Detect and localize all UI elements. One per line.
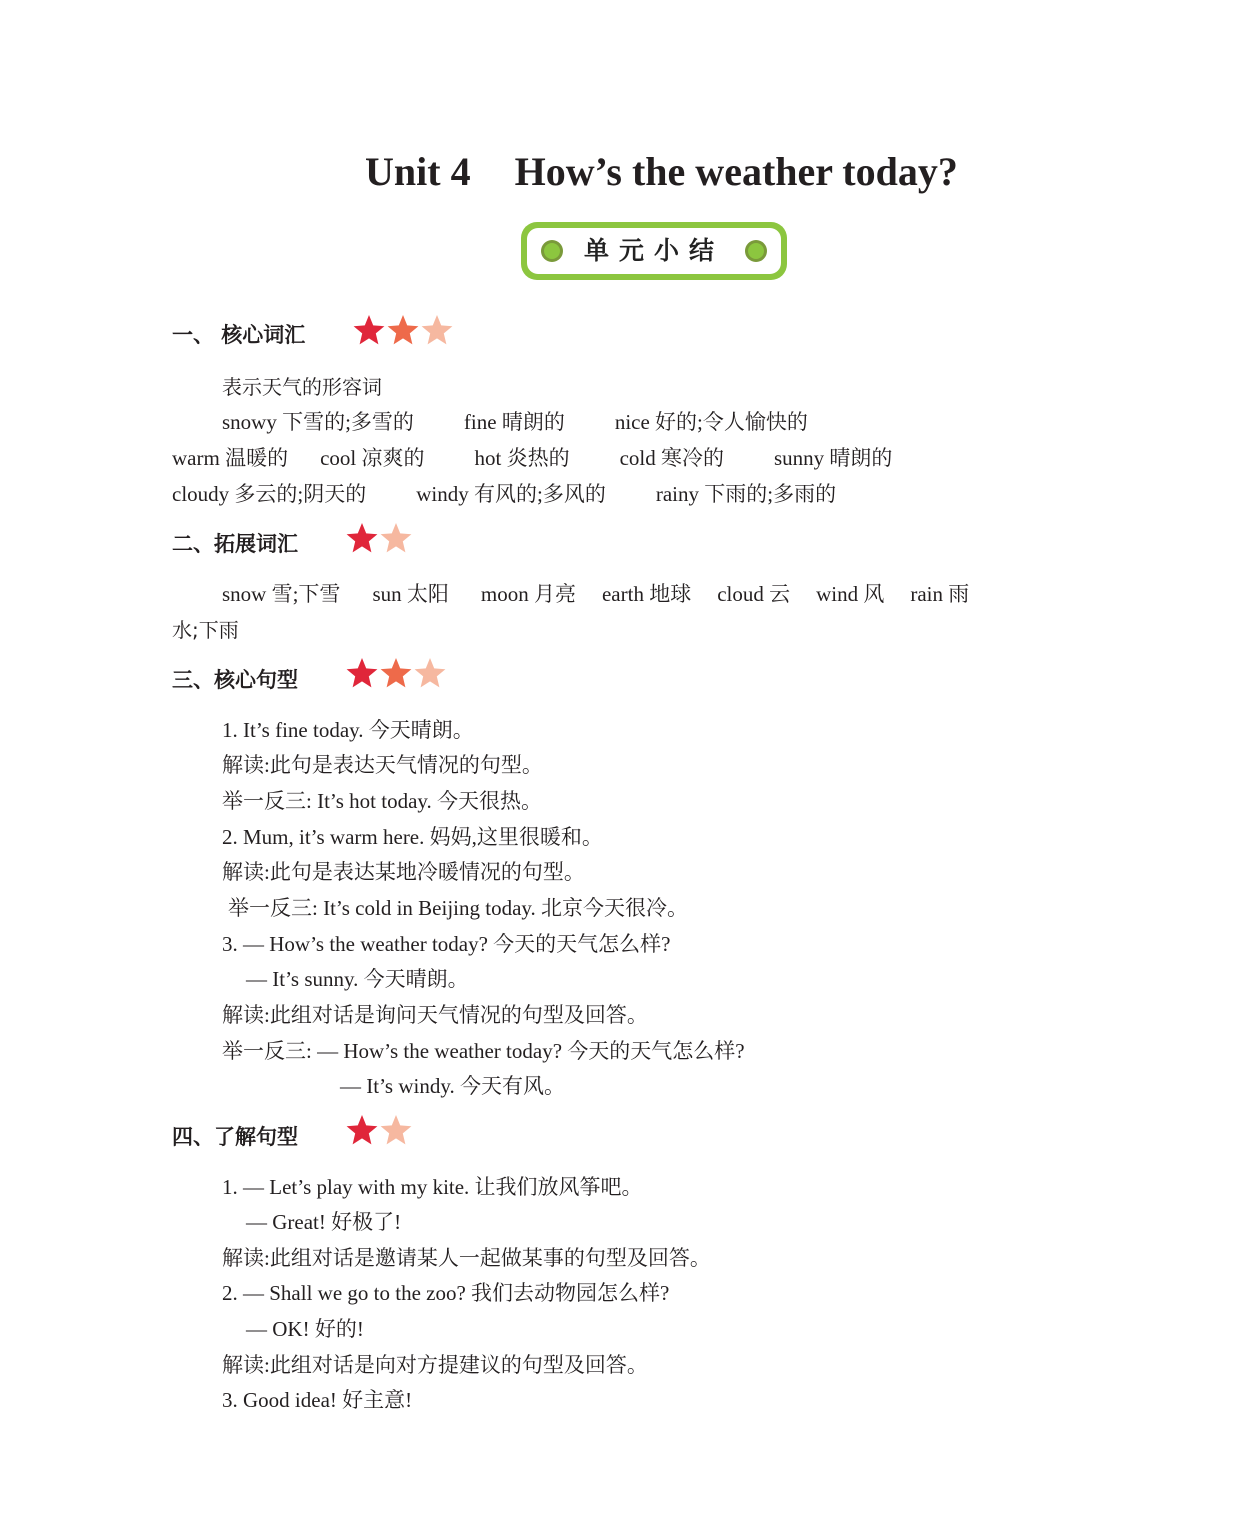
unit-summary-badge [518,218,790,284]
section-heading-core-vocab [172,319,305,349]
sentence-line: 3. Good idea! 好主意! [222,1388,413,1412]
sentence-line: — OK! 好的! [246,1317,364,1341]
badge-label: 单元小结 [583,236,724,265]
sentence-line: 解读:此句是表达某地冷暖情况的句型。 [222,860,585,884]
extended-row-1 [222,578,969,608]
sentence-line: 举一反三: It’s cold in Beijing today. 北京今天很冷。 [228,896,689,920]
vocab-item: warm 温暖的 [172,446,289,470]
vocab-item: hot 炎热的 [474,446,570,470]
vocab-item: cloudy 多云的;阴天的 [172,482,367,506]
extended-row-2: 水;下雨 [172,618,239,642]
vocab-item: windy 有风的;多风的 [416,482,606,506]
sentence-line: 1. It’s fine today. 今天晴朗。 [222,718,474,742]
vocab-item: fine 晴朗的 [463,410,565,434]
vocab-item: cold 寒冷的 [619,446,724,470]
vocab-item: snow 雪;下雪 [222,582,341,606]
star-icon [415,658,446,687]
vocab-item: snowy 下雪的;多雪的 [222,410,414,434]
sentence-line: 3. — How’s the weather today? 今天的天气怎么样? [222,932,671,956]
sentence-line: — Great! 好极了! [246,1210,402,1234]
sentence-line: 2. — Shall we go to the zoo? 我们去动物园怎么样? [222,1281,670,1305]
section-heading-core-sentences [172,664,298,694]
sentence-line: 举一反三: It’s hot today. 今天很热。 [222,789,543,813]
unit-label: Unit 4 [365,149,471,194]
star-icon [381,658,412,687]
section-heading-extended-vocab [172,528,298,558]
vocab-row-3 [172,478,836,508]
vocab-item: cool 凉爽的 [320,446,425,470]
section-heading-text: 一、 核心词汇 [172,323,306,347]
vocab-item: sunny 晴朗的 [773,446,893,470]
sentence-line: — It’s sunny. 今天晴朗。 [246,967,469,991]
section-heading-text: 二、拓展词汇 [172,532,298,556]
star-icon [347,523,378,552]
vocab-item: cloud 云 [717,582,791,606]
vocab-item: moon 月亮 [480,582,576,606]
section-heading-extra-sentences [172,1121,298,1151]
sentence-line: 1. — Let’s play with my kite. 让我们放风筝吧。 [222,1175,643,1199]
star-icon [347,658,378,687]
vocab-row-2 [172,442,892,472]
sentence-line: 解读:此句是表达天气情况的句型。 [222,753,543,777]
star-icon [381,523,412,552]
sentence-line: 解读:此组对话是向对方提建议的句型及回答。 [222,1353,648,1377]
star-rating-2 [345,1113,415,1149]
sentence-line: 举一反三: — How’s the weather today? 今天的天气怎么样? [222,1039,745,1063]
page-title [365,148,958,195]
vocab-item: wind 风 [816,582,885,606]
sentence-line: 2. Mum, it’s warm here. 妈妈,这里很暖和。 [222,825,603,849]
star-rating-2 [345,521,415,557]
sentence-line: 解读:此组对话是邀请某人一起做某事的句型及回答。 [222,1246,711,1270]
vocab-row-1 [222,406,808,436]
star-icon [347,1115,378,1144]
vocab-item: rainy 下雨的;多雨的 [655,482,837,506]
sentence-line: — It’s windy. 今天有风。 [340,1074,565,1098]
section-heading-text: 三、核心句型 [172,668,298,692]
star-icon [354,315,385,344]
star-rating-3 [352,313,456,349]
vocab-item: nice 好的;令人愉快的 [614,410,808,434]
star-icon [422,315,453,344]
sentence-line: 解读:此组对话是询问天气情况的句型及回答。 [222,1003,648,1027]
star-icon [381,1115,412,1144]
section-heading-text: 四、了解句型 [172,1125,298,1149]
vocab-item: sun 太阳 [372,582,449,606]
unit-question: How’s the weather today? [514,149,958,194]
vocab-item: rain 雨 [910,582,970,606]
star-icon [388,315,419,344]
vocab-item: earth 地球 [601,582,692,606]
star-rating-3 [345,656,449,692]
vocab-intro: 表示天气的形容词 [222,375,382,399]
